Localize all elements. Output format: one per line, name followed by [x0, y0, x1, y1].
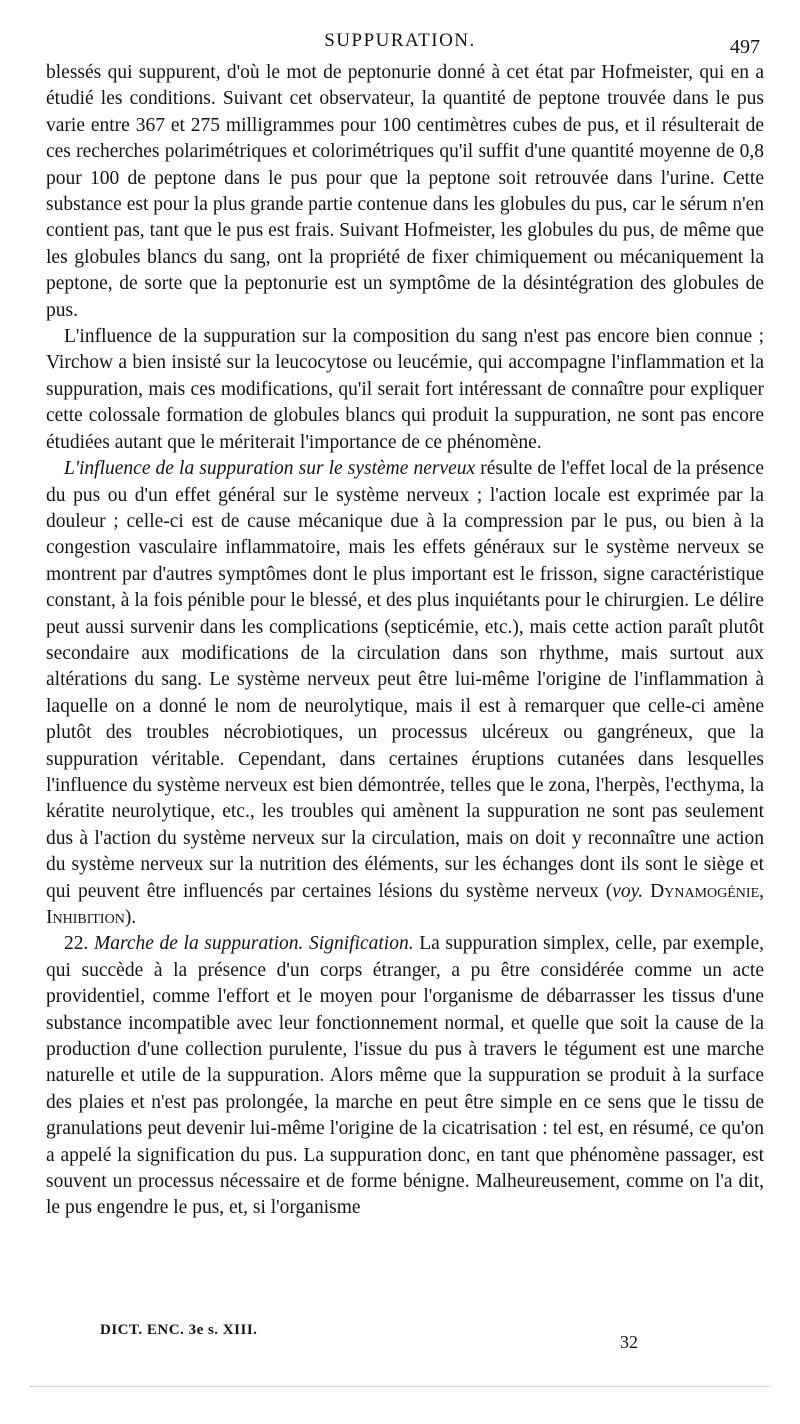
running-head: SUPPURATION.: [324, 30, 476, 51]
paragraph-marche: [46, 931, 764, 1221]
page-body: [46, 60, 764, 1222]
paragraph-text: résulte de l'effet local de la présence du pus ou d'un effet général sur le système nerveux ; l'action locale est exprimée par la douleur ; celle-ci est de cause mécanique due à la compression par le pus, ou bien à la congestion vasculaire inflammatoire, mais les effets généraux sur le système nerveux se montrent par d'autres symptômes dont le plus important est le frisson, signe caractéristique constant, à la fois pénible pour le blessé, et des plus inquiétants pour le chirurgien. Le délire peut aussi survenir dans les complications (septicémie, etc.), mais cette action paraît plutôt secondaire aux modifications de la circulation dans son rhythme, mais surtout aux altérations du sang. Le système nerveux peut être lui-même l'origine de l'inflammation à laquelle on a donné le nom de neurolytique, mais il est à remarquer que celle-ci amène plutôt des troubles nécrobiotiques, un processus ulcéreux ou gangréneux, que la suppuration véritable. Cependant, dans certaines éruptions cutanées dans lesquelles l'influence du système nerveux est bien démontrée, telles que le zona, l'herpès, l'ecthyma, la kératite neurolytique, etc., les troubles qui amènent la suppuration ne sont pas seulement dus à l'action du système nerveux sur la circulation, mais on doit y reconnaître une action du système nerveux sur la nutrition des éléments, sur les échanges dont ils sont le siège et qui peuvent être influencés par certaines lésions du système nerveux (: [46, 458, 764, 902]
paragraph-peptonurie: blessés qui suppurent, d'où le mot de peptonurie donné à cet état par Hofmeister, qui en a étudié les conditions. Suivant cet observateur, la quantité de peptone trouvée dans le pus varie entre 367 et 275 milligrammes pour 100 centimètres cubes de pus, et il résulterait de ces recherches polarimétriques et colorimétriques qu'il suffit d'une quantité moyenne de 0,8 pour 100 de peptone dans le pus pour que la peptone soit retrouvée dans l'urine. Cette substance est pour la plus grande partie contenue dans les globules du pus, car le sérum n'en contient pas, tant que le pus est frais. Suivant Hofmeister, les globules du pus, de même que les globules blancs du sang, ont la propriété de fixer chimiquement ou mécaniquement la peptone, de sorte que la peptonurie est un symptôme de la désintégration des globules de pus.: [46, 62, 764, 321]
paragraph-text: La suppuration simplex, celle, par exemple, qui succède à la présence d'un corps étranger, a pu être considérée comme un acte providentiel, comme l'effort et le moyen pour l'organisme de débarrasser les tissus d'une substance incompatible avec leur fonctionnement normal, et quelle que soit la cause de la production d'une collection purulente, l'issue du pus à travers le tégument est une marche naturelle et utile de la suppuration. Alors même que la suppuration se produit à la surface des plaies et n'est pas prolongée, la marche en peut être simple en ce sens que le tissu de granulations peut devenir lui-même l'origine de la cicatrisation : tel est, en résumé, ce qu'on a appelé la signification du pus. La suppuration donc, en tant que phénomène passager, est souvent un processus nécessaire et de forme bénigne. Malheureusement, comme on l'a dit, le pus engendre le pus, et, si l'organisme: [46, 933, 765, 1219]
bottom-rule: [30, 1386, 770, 1387]
printer-signature: DICT. ENC. 3e s. XIII.: [100, 1322, 258, 1338]
sheet-number: 32: [620, 1332, 638, 1352]
paragraph-sang: L'influence de la suppuration sur la composition du sang n'est pas encore bien connue ; Virchow a bien insisté sur la leucocytose ou leucémie, qui accompagne l'inflammation et la suppuration, mais ces modifications, qu'il serait fort intéressant de connaître pour expliquer cette colossale formation de globules blancs qui produit la suppuration, ne sont pas encore étudiées autant que le mériterait l'importance de ce phénomène.: [46, 326, 764, 453]
section-number: 22.: [64, 933, 94, 955]
paragraph-systeme-nerveux: [46, 456, 764, 931]
section-lead-italic: L'influence de la suppuration sur le système nerveux: [64, 458, 476, 480]
paragraph-end: ).: [124, 907, 137, 928]
section-heading: Marche de la suppuration. Signification.: [93, 933, 414, 955]
voy-abbrev: voy.: [612, 880, 644, 902]
page-number: 497: [730, 36, 760, 58]
cross-reference: Dynamogénie, Inhibition: [46, 880, 764, 928]
